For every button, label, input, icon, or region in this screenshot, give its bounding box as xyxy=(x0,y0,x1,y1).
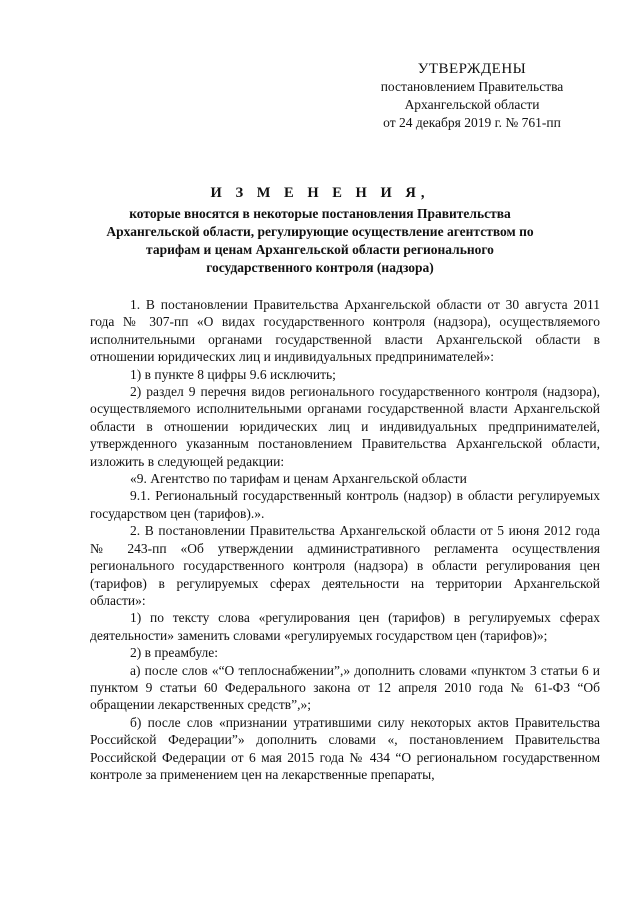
approval-line-2: Архангельской области xyxy=(404,97,540,112)
approval-heading: УТВЕРЖДЕНЫ xyxy=(417,61,527,77)
paragraph-2-item-2-a: а) после слов «“О теплоснабжении”,» дополнить словами «пунктом 3 статьи 6 и пунктом 9 статьи 60 Федерального закона от 12 апреля 2010 года № 61-ФЗ “Об обращении лекарственных средств”,»; xyxy=(90,662,600,713)
document-title xyxy=(100,183,540,277)
paragraph-2-item-2: 2) в преамбуле: xyxy=(130,645,219,661)
paragraph-2-item-2-b: б) после слов «признании утратившими силу некоторых актов Правительства Российской Федерации”» дополнить словами «, постановлением Правительства Российской Федерации от 6 мая 2015 года № 434 “О региональном государственном контроле за применением цен на лекарственные препараты, xyxy=(90,714,600,782)
title-subtitle: которые вносятся в некоторые постановления Правительства Архангельской области, регулирующие осуществление агентством по тарифам и ценам Архангельской области регионального государственного контроля (надзора) xyxy=(106,206,534,275)
paragraph-1-item-1: 1) в пункте 8 цифры 9.6 исключить; xyxy=(130,366,336,382)
quoted-section-9: «9. Агентство по тарифам и ценам Архангельской области xyxy=(130,471,467,487)
paragraph-2-item-1: 1) по тексту слова «регулирования цен (тарифов) в регулируемых сферах деятельности» заменить словами «регулируемых государством цен (тарифов)»; xyxy=(90,610,600,643)
title-main: И З М Е Н Е Н И Я, xyxy=(210,185,430,201)
paragraph-2: 2. В постановлении Правительства Архангельской области от 5 июня 2012 года № 243-пп «Об утверждении административного регламента осуществления регионального государственного контроля (надзора) в области регулирования цен (тарифов) в регулируемых сферах деятельности на территории Архангельской области»: xyxy=(90,523,600,608)
approval-stamp xyxy=(352,60,592,132)
paragraph-1-item-2: 2) раздел 9 перечня видов регионального государственного контроля (надзора), осуществляемого исполнительными органами государственной власти Архангельской области в отношении юридических лиц и индивидуальных предпринимателей, утвержденного указанным постановлением Правительства Архангельской области, изложить в следующей редакции: xyxy=(90,384,600,469)
paragraph-1: 1. В постановлении Правительства Архангельской области от 30 августа 2011 года № 307-пп «О видах государственного контроля (надзора), осуществляемого исполнительными органами государственной власти Архангельской области в отношении юридических лиц и индивидуальных предпринимателей»: xyxy=(90,297,600,365)
quoted-section-9-1: 9.1. Региональный государственный контроль (надзор) в области регулируемых государством цен (тарифов).». xyxy=(90,488,600,521)
document-body xyxy=(90,296,600,783)
approval-line-1: постановлением Правительства xyxy=(380,79,564,94)
approval-line-3: от 24 декабря 2019 г. № 761-пп xyxy=(383,115,561,130)
